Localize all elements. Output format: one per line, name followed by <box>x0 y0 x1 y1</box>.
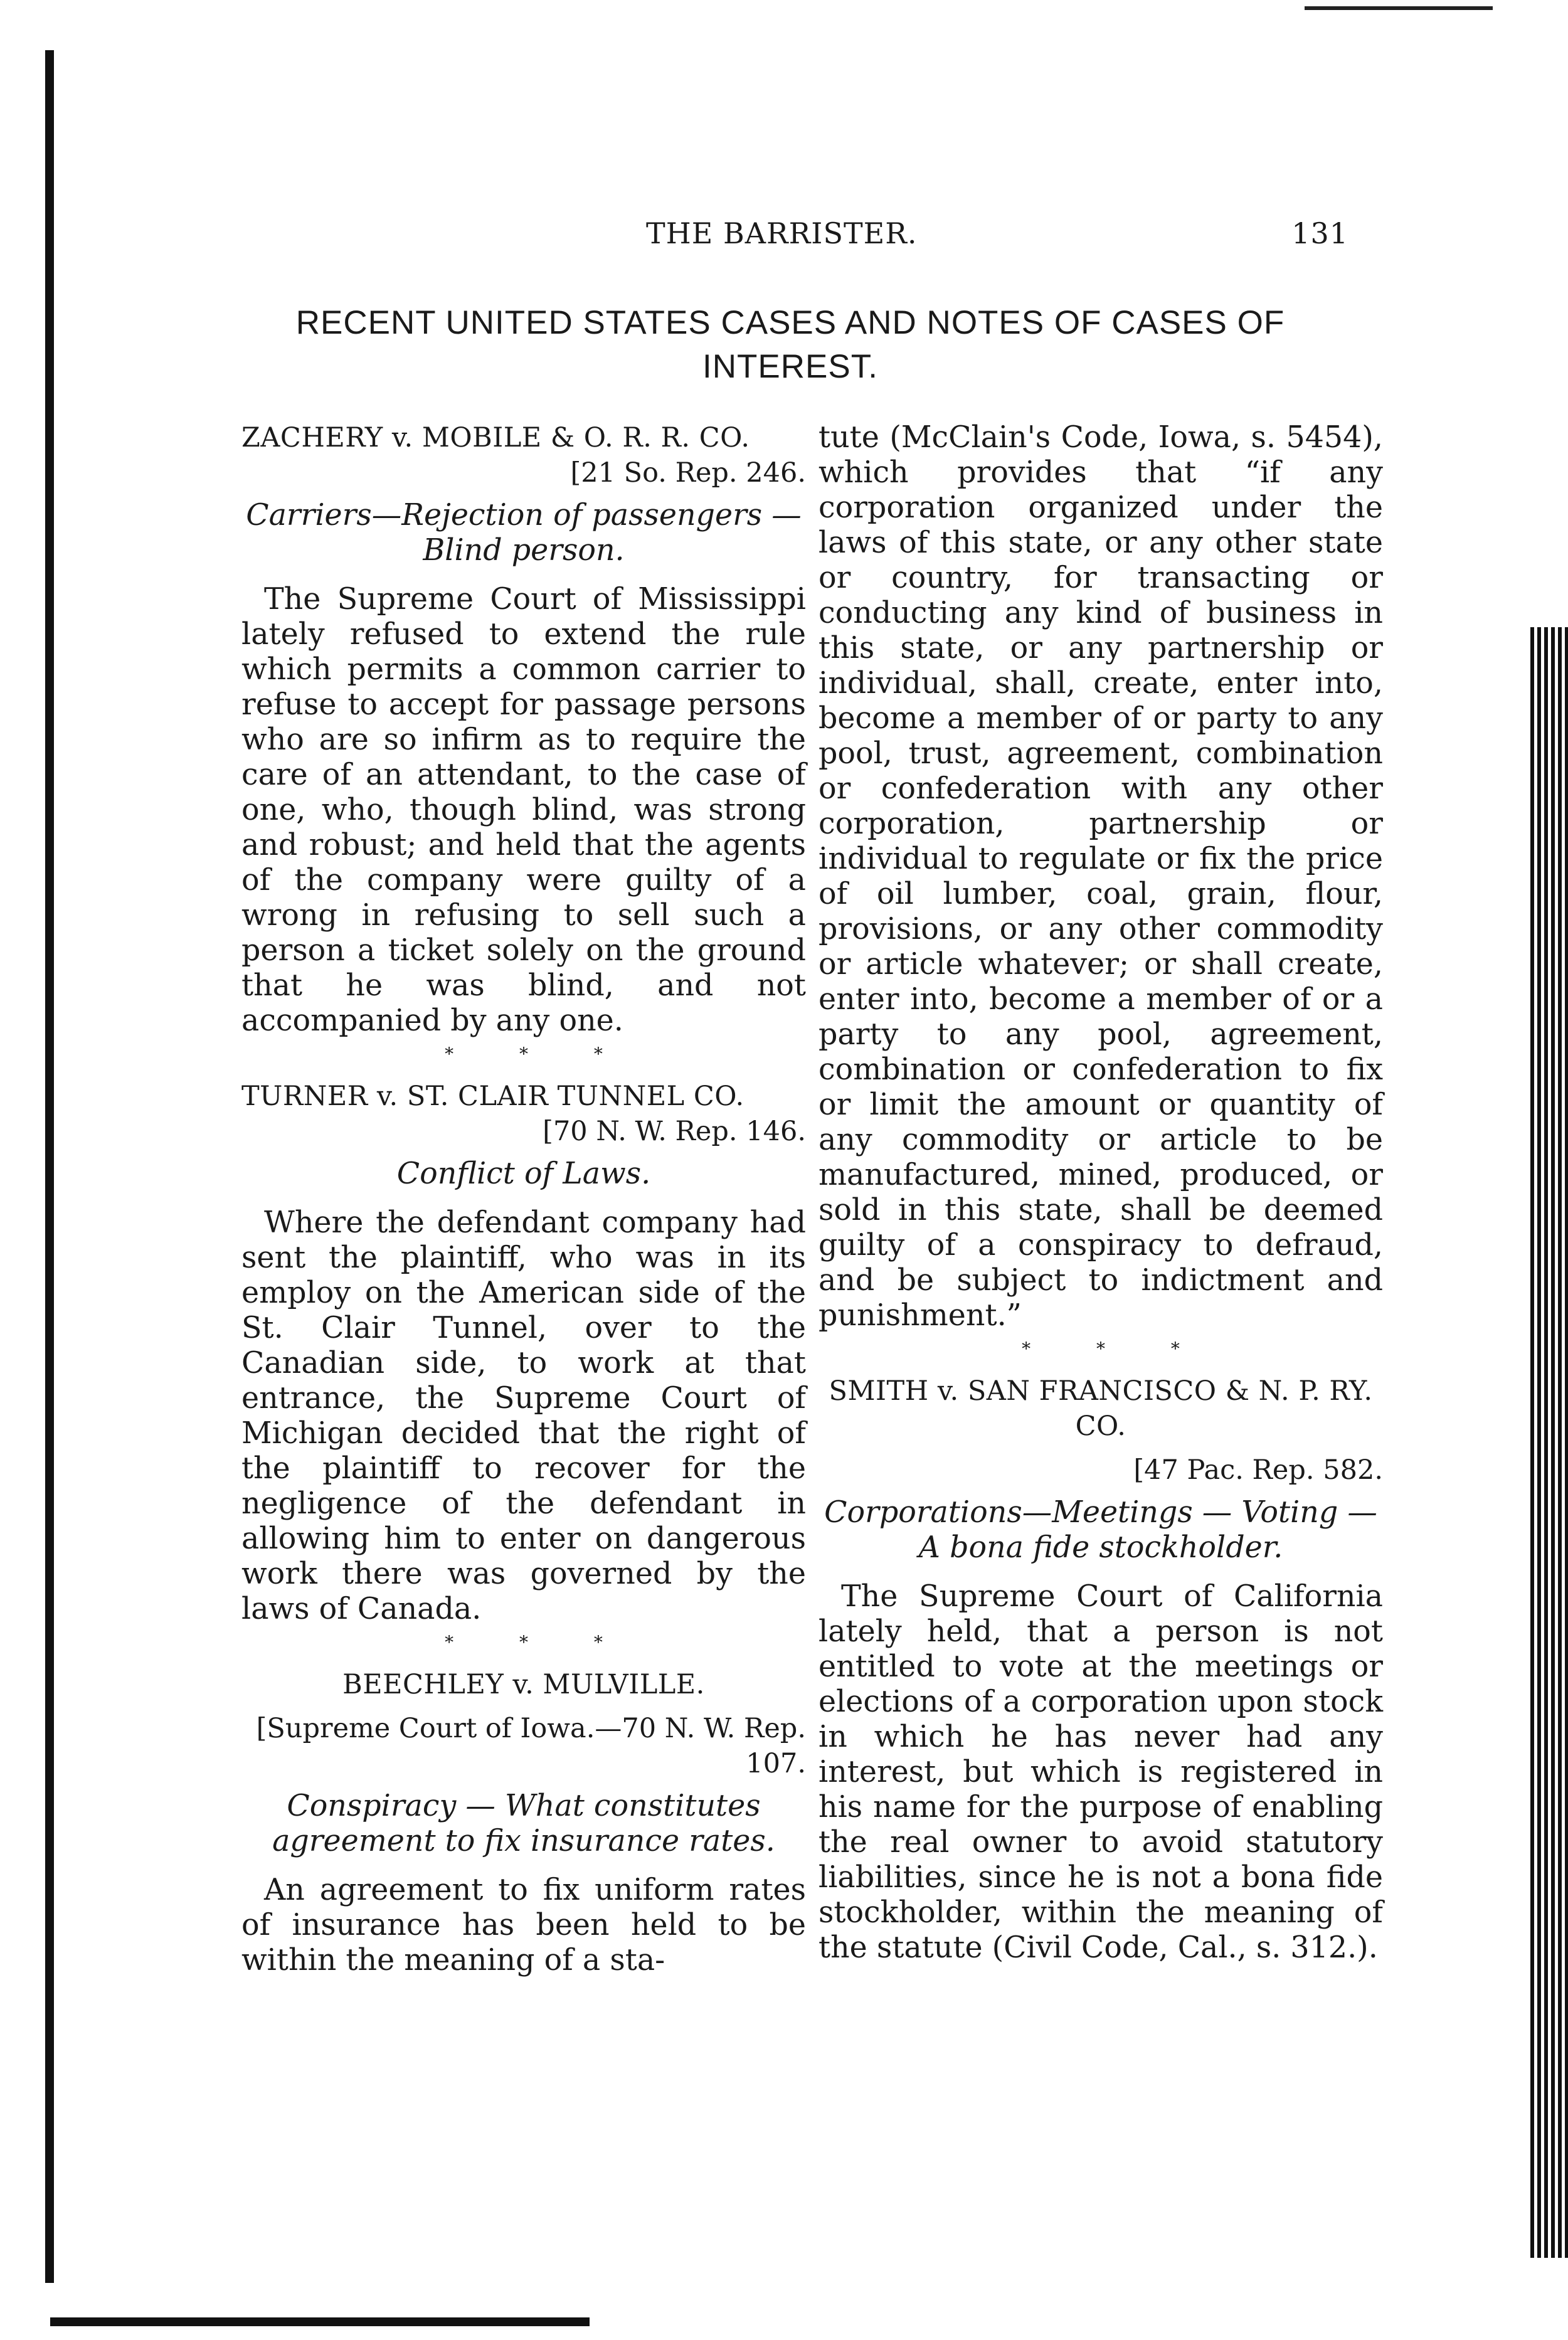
citation-zachery: [21 So. Rep. 246. <box>570 457 806 489</box>
body-beechley-continued: tute (McClain's Code, Iowa, s. 5454), which provides that “if any corporation organized under the laws of this state, or any other state or country, for transacting or conducting any kind of business in this state, or any partnership or individual, shall, create, enter into, become a member of or party to any pool, trust, agreement, combination or confederation with any other corporation, partnership or individual to regulate or fix the price of oil lumber, coal, grain, flour, provisions, or any other commodity or article whatever; or shall create, enter into, become a member of or a party to any pool, agreement, combination or confederation to fix or limit the amount or quantity of any commodity or article to be manufactured, mined, produced, or sold in this state, shall be deemed guilty of a conspiracy to defraud, and be subject to indictment and punishment.” <box>818 420 1383 1333</box>
running-head <box>646 216 1348 254</box>
subject-turner: Conflict of Laws. <box>396 1157 651 1191</box>
section-separator: * * * <box>1022 1338 1210 1359</box>
case-title-beechley: BEECHLEY v. MULVILLE. <box>342 1669 705 1700</box>
body-turner: Where the defendant company had sent the plaintiff, who was in its employ on the American side of the St. Clair Tunnel, over to the Canadian side, to work at that entrance, the Supreme Court of Michigan decided that the right of the plaintiff to recover for the negligence of the defendant in allowing him to enter on dangerous work there was governed by the laws of Canada. <box>241 1205 806 1626</box>
section-separator: * * * <box>445 1044 633 1064</box>
left-column <box>241 420 806 1978</box>
subject-zachery: Carriers—Rejection of passengers —Blind person. <box>246 498 802 568</box>
scan-bottom-rule <box>50 2317 590 2326</box>
citation-smith: [47 Pac. Rep. 582. <box>1133 1454 1383 1486</box>
scan-right-edge <box>1530 627 1568 2258</box>
subject-smith: Corporations—Meetings — Voting —A bona fide stockholder. <box>824 1495 1377 1565</box>
right-column <box>818 420 1383 1966</box>
case-title-smith: SMITH v. SAN FRANCISCO & N. P. RY. CO. <box>829 1375 1373 1442</box>
body-smith: The Supreme Court of California lately held, that a person is not entitled to vote at the meetings or elections of a corporation upon stock in which he has never had any interest, but which is registered in his name for the purpose of enabling the real owner to avoid statutory liabilities, since he is not a bona fide stockholder, within the meaning of the statute (Civil Code, Cal., s. 312.). <box>818 1579 1383 1965</box>
body-beechley: An agreement to fix uniform rates of insurance has been held to be within the meaning of a sta- <box>241 1873 806 1977</box>
section-separator: * * * <box>445 1632 633 1653</box>
journal-title: THE BARRISTER. <box>646 216 918 250</box>
scan-left-edge <box>45 50 54 2283</box>
citation-turner: [70 N. W. Rep. 146. <box>543 1116 806 1147</box>
scan-top-rule <box>1305 6 1493 10</box>
subject-beechley: Conspiracy — What constitutes agreement to fix insurance rates. <box>272 1789 775 1858</box>
citation-beechley: [Supreme Court of Iowa.—70 N. W. Rep. 107. <box>256 1713 806 1779</box>
article-heading: RECENT UNITED STATES CASES AND NOTES OF CASES OF INTEREST. <box>295 304 1285 385</box>
case-title-turner: TURNER v. ST. CLAIR TUNNEL CO. <box>241 1081 744 1112</box>
body-zachery: The Supreme Court of Mississippi lately refused to extend the rule which permits a common carrier to refuse to accept for passage persons who are so infirm as to require the care of an attendant, to the case of one, who, though blind, was strong and robust; and held that the agents of the company were guilty of a wrong in refusing to sell such a person a ticket solely on the ground that he was blind, and not accompanied by any one. <box>241 582 806 1038</box>
case-title-zachery: ZACHERY v. MOBILE & O. R. R. CO. <box>241 422 750 453</box>
page-number: 131 <box>1291 216 1348 250</box>
